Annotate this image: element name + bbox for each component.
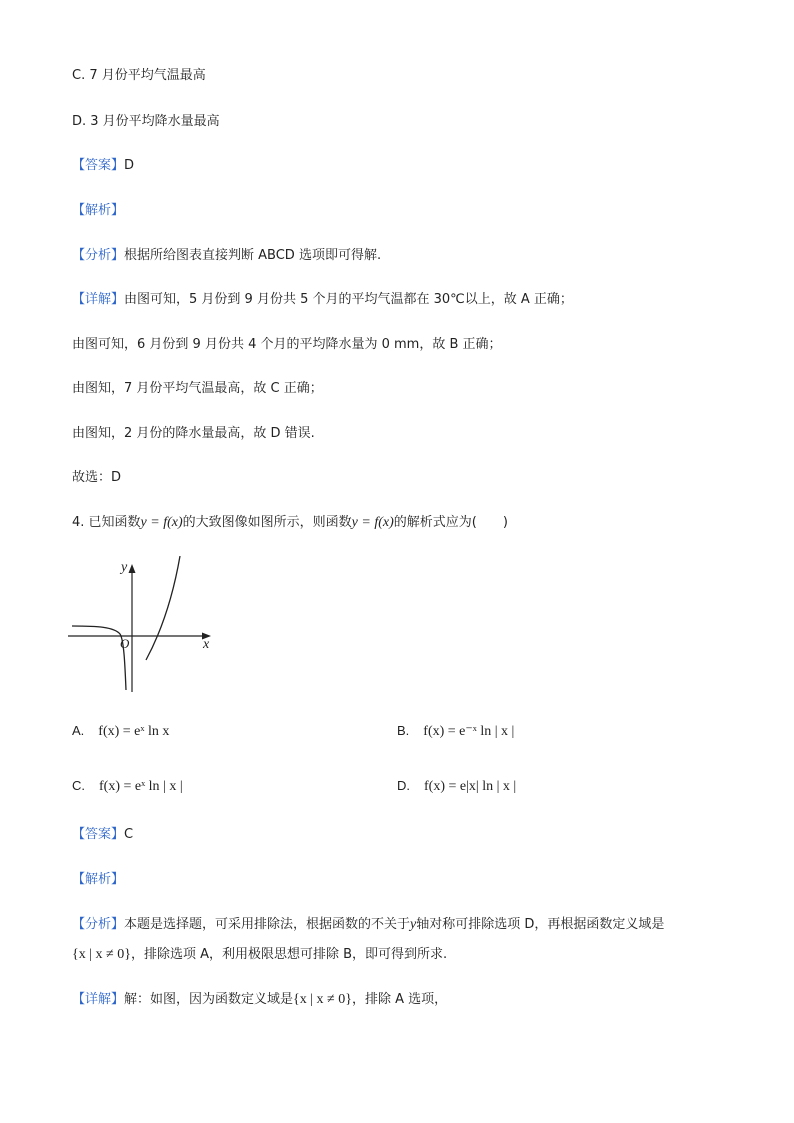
option-d-formula: f(x) = e|x| ln | x | (424, 779, 517, 794)
option-a[interactable] (72, 722, 169, 741)
question-4-middle: 的大致图像如图所示，则函数 (182, 515, 352, 530)
analysis-tag: 【解析】 (72, 203, 125, 218)
explanation-d: 由图知，2 月份的降水量最高，故 D 错误. (72, 426, 315, 441)
answer-value: D (124, 158, 135, 173)
fenxi-4-text-3: ，排除选项 A，利用极限思想可排除 B，即可得到所求. (130, 947, 448, 962)
question-4-function-1: y = f(x) (140, 515, 183, 530)
y-axis-label: y (121, 560, 128, 575)
fenxi-tag: 【分析】 (72, 248, 125, 263)
analysis-4-heading (72, 871, 124, 889)
option-d[interactable] (397, 777, 516, 796)
answer-4-value: C (124, 827, 134, 842)
fenxi-text: 根据所给图表直接判断 ABCD 选项即可得解. (124, 248, 382, 263)
explanation-c: 由图知，7 月份平均气温最高，故 C 正确； (72, 381, 323, 396)
origin-label: O (120, 636, 130, 651)
fenxi-4-text-2: 轴对称可排除选项 D，再根据函数定义域是 (416, 917, 665, 932)
fenxi-4-tag: 【分析】 (72, 917, 125, 932)
xiangjie-4-text-2: ，排除 A 选项， (351, 992, 448, 1007)
question-4-suffix: 的解析式应为( ) (393, 515, 508, 530)
answer-4 (72, 826, 133, 844)
x-axis-label: x (203, 637, 210, 652)
function-graph (68, 556, 218, 696)
option-d-text: D. 3 月份平均降水量最高 (72, 114, 220, 129)
analysis-3-heading (72, 202, 124, 220)
answer-3 (72, 157, 134, 175)
conclusion: 故选：D (72, 470, 122, 485)
option-d-letter: D. (397, 778, 410, 793)
option-c[interactable] (72, 777, 183, 796)
option-b-formula: f(x) = e⁻ˣ ln | x | (423, 724, 515, 739)
fenxi-4-set: {x | x ≠ 0} (72, 947, 131, 962)
fenxi-4-text-1: 本题是选择题，可采用排除法，根据函数的不关于 (124, 917, 411, 932)
question-4-function-2: y = f(x) (351, 515, 394, 530)
fenxi-4-y: y (410, 917, 417, 932)
y-axis-arrow (129, 564, 136, 573)
answer-4-tag: 【答案】 (72, 827, 125, 842)
option-b-letter: B. (397, 723, 410, 738)
option-c-formula: f(x) = eˣ ln | x | (99, 779, 183, 794)
answer-tag: 【答案】 (72, 158, 125, 173)
xiangjie-3 (72, 291, 573, 309)
xiangjie-tag: 【详解】 (72, 292, 125, 307)
xiangjie-4-tag: 【详解】 (72, 992, 125, 1007)
option-b[interactable] (397, 722, 514, 741)
option-a-letter: A. (72, 723, 85, 738)
fenxi-3 (72, 247, 381, 265)
option-c-letter: C. (72, 778, 85, 793)
curve-right-branch (146, 556, 180, 660)
option-a-formula: f(x) = eˣ ln x (98, 724, 170, 739)
xiangjie-4-set: {x | x ≠ 0} (293, 992, 352, 1007)
fenxi-4-line-2 (72, 946, 447, 964)
analysis-4-tag: 【解析】 (72, 872, 125, 887)
question-4-prefix: 4. 已知函数 (72, 515, 141, 530)
explanation-b: 由图可知，6 月份到 9 月份共 4 个月的平均降水量为 0 mm，故 B 正确； (72, 337, 502, 352)
xiangjie-text: 由图可知，5 月份到 9 月份共 5 个月的平均气温都在 30℃以上，故 A 正确； (124, 292, 573, 307)
xiangjie-4 (72, 991, 447, 1009)
option-c-text: C. 7 月份平均气温最高 (72, 68, 206, 83)
fenxi-4-line-1 (72, 916, 664, 934)
question-4 (72, 514, 508, 532)
xiangjie-4-text-1: 解：如图，因为函数定义域是 (124, 992, 294, 1007)
